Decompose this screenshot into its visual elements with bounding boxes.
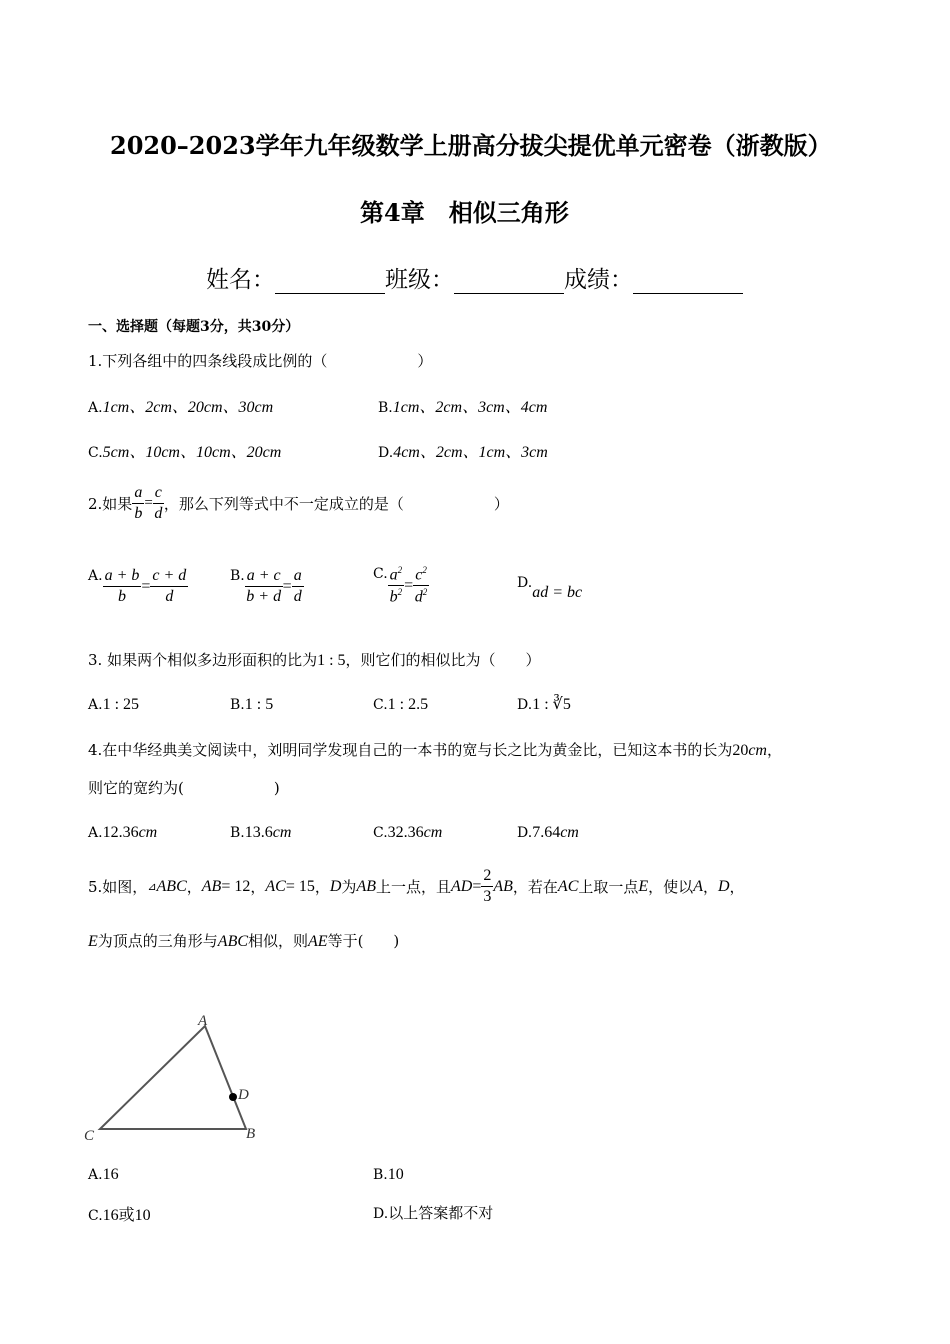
q2-prefix: 2.如果 <box>88 495 133 513</box>
option-letter: B. <box>230 697 245 713</box>
q3-option-d[interactable] <box>517 694 571 714</box>
q5-triangle-figure <box>80 1005 280 1155</box>
option-text: ad = bc <box>532 584 583 601</box>
label-a: A <box>198 1013 208 1029</box>
student-info <box>206 261 743 294</box>
q5-stem-line1: 5.如图， ⊿ ABC ， AB = 12 ， AC = 15 ， D 为 AB 上一点，且 AD = $\frac{2}{3}$ AB ，若在 AC 上取一点 E ，使以 A ， D ， <box>88 867 745 905</box>
option-letter: C. <box>373 566 388 582</box>
option-text: 1 : ∛5 <box>532 696 571 713</box>
option-letter: C. <box>373 825 388 841</box>
option-letter: B. <box>230 568 245 584</box>
q4-option-c[interactable]: C.32.36cm <box>373 824 443 841</box>
option-text: 1 : 2.5 <box>387 696 429 713</box>
option-text: 4cm、2cm、1cm、3cm <box>393 444 548 461</box>
option-letter: C. <box>88 1208 103 1224</box>
section-title: 一、选择题（每题3分，共30分） <box>88 319 300 335</box>
q2-fraction-left: $\frac{a}{b}$ <box>134 484 143 522</box>
score-blank[interactable] <box>633 275 743 294</box>
option-letter: A. <box>88 825 103 841</box>
q5-option-a[interactable] <box>88 1164 119 1184</box>
q2-equals: = <box>144 495 153 511</box>
q2-stem <box>88 485 509 522</box>
option-text: 1 : 25 <box>102 696 140 713</box>
option-letter: A. <box>88 568 103 584</box>
q5-option-b[interactable] <box>373 1164 404 1184</box>
option-fraction-left: $\frac{a + b}{b}$ <box>104 567 140 605</box>
option-letter: A. <box>88 400 103 416</box>
q2-option-b[interactable] <box>230 568 304 605</box>
option-letter: D. <box>378 445 394 461</box>
q4-stem-line2: 则它的宽约为( ) <box>88 779 280 797</box>
option-letter: B. <box>378 400 393 416</box>
option-letter: B. <box>373 1167 388 1183</box>
option-letter: C. <box>373 697 388 713</box>
q3-option-c[interactable] <box>373 694 428 714</box>
q3-option-a[interactable] <box>88 694 139 714</box>
option-fraction-right: $\frac{c^2}{d^2}$ <box>414 565 428 606</box>
q2-option-a[interactable] <box>88 568 188 605</box>
option-text: 1cm、2cm、3cm、4cm <box>392 399 548 416</box>
q1-option-d[interactable] <box>378 439 548 462</box>
class-blank[interactable] <box>454 275 564 294</box>
q2-option-c[interactable] <box>373 566 429 606</box>
option-letter: D. <box>517 825 533 841</box>
option-text: 5cm、10cm、10cm、20cm <box>102 444 282 461</box>
option-fraction-right: $\frac{a}{d}$ <box>293 567 302 605</box>
q1-option-c[interactable] <box>88 439 281 462</box>
class-label: 班级： <box>385 267 454 293</box>
q1-stem: 1.下列各组中的四条线段成比例的（ ） <box>88 352 433 370</box>
option-letter: D. <box>373 1206 389 1222</box>
q2-fraction-right: $\frac{c}{d}$ <box>154 484 163 522</box>
option-letter: D. <box>517 697 533 713</box>
option-text: 1cm、2cm、20cm、30cm <box>102 399 274 416</box>
label-c: C <box>84 1128 95 1144</box>
q3-stem: 3. 如果两个相似多边形面积的比为1 : 5，则它们的相似比为（ ） <box>88 651 541 669</box>
option-equals: = <box>404 576 414 594</box>
q5-option-c[interactable] <box>88 1202 151 1225</box>
option-letter: B. <box>230 825 245 841</box>
score-label: 成绩： <box>564 267 633 293</box>
option-text: 以上答案都不对 <box>388 1204 494 1222</box>
q5-option-d[interactable] <box>373 1202 493 1223</box>
q4-stem-line1: 4.在中华经典美文阅读中，刘明同学发现自己的一本书的宽与长之比为黄金比，已知这本书的长为20cm， <box>88 741 782 759</box>
label-b: B <box>246 1126 256 1142</box>
option-letter: D. <box>517 575 533 591</box>
option-fraction-left: $\frac{a + c}{b + d}$ <box>246 567 282 605</box>
q3-option-b[interactable] <box>230 694 273 714</box>
q4-option-d[interactable]: D.7.64cm <box>517 824 579 841</box>
option-fraction-left: $\frac{a^2}{b^2}$ <box>389 565 403 606</box>
q5-fraction: $\frac{2}{3}$ <box>483 867 492 905</box>
option-text: 10 <box>387 1166 404 1183</box>
q4-option-a[interactable]: A.12.36cm <box>88 824 158 841</box>
q1-option-b[interactable] <box>378 394 547 417</box>
label-d: D <box>238 1087 249 1103</box>
q1-option-a[interactable] <box>88 394 273 417</box>
q5-stem-line2: E为顶点的三角形与ABC相似，则AE等于( ) <box>88 932 400 950</box>
q2-option-d[interactable] <box>517 572 583 601</box>
option-equals: = <box>282 577 292 595</box>
name-blank[interactable] <box>275 275 385 294</box>
triangle-abc <box>100 1026 246 1129</box>
option-fraction-right: $\frac{c + d}{d}$ <box>152 567 187 605</box>
option-letter: A. <box>88 697 103 713</box>
chapter-title: 第4章 相似三角形 <box>360 198 569 227</box>
q4-option-b[interactable]: B.13.6cm <box>230 824 292 841</box>
point-d <box>229 1093 237 1101</box>
option-equals: = <box>141 577 151 595</box>
q2-suffix: ，那么下列等式中不一定成立的是（ ） <box>163 495 509 513</box>
option-letter: A. <box>88 1167 103 1183</box>
option-text: 1 : 5 <box>244 696 274 713</box>
name-label: 姓名： <box>206 267 275 293</box>
page-title: 2020–2023学年九年级数学上册高分拔尖提优单元密卷（浙教版） <box>110 131 832 160</box>
option-text: 16 <box>102 1166 119 1183</box>
option-letter: C. <box>88 445 103 461</box>
option-text: 16或10 <box>102 1207 151 1224</box>
